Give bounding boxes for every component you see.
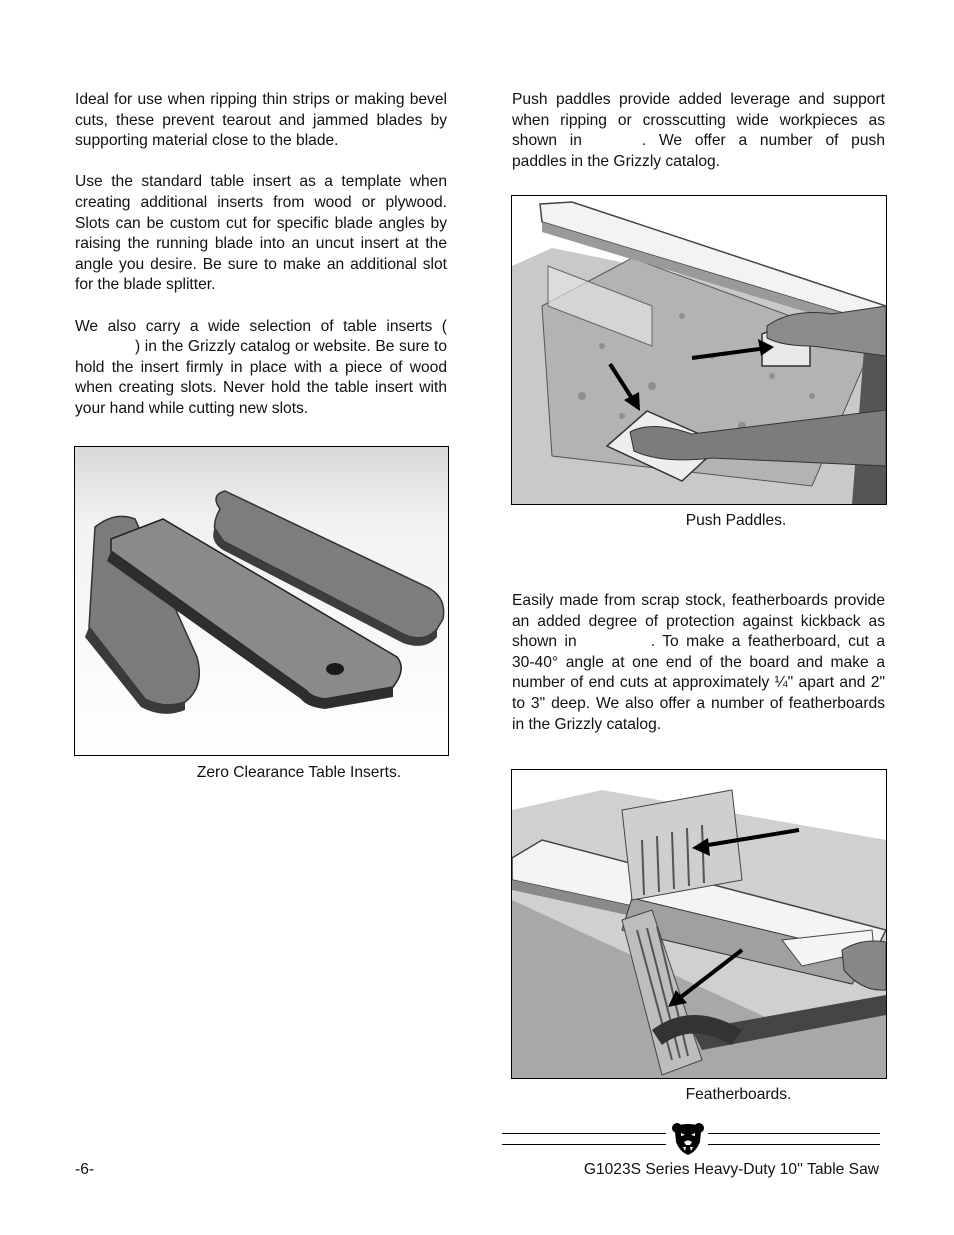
push-paddles-illustration: [512, 196, 886, 504]
featherboards-photo: [511, 769, 887, 1079]
featherboards-caption: Featherboards.: [685, 1086, 792, 1103]
footer-rule-right-top: [708, 1133, 880, 1134]
featherboards-illustration: [512, 770, 886, 1078]
featherboard-vertical: [622, 790, 742, 900]
zero-clearance-description: Ideal for use when ripping thin strips or making bevel cuts, these prevent tearout and jammed blades by supporting material close to the blade.: [75, 91, 447, 150]
zero-clearance-inserts-photo: [74, 446, 449, 756]
grizzly-bear-logo: [670, 1120, 706, 1156]
featherboards-description: Easily made from scrap stock, featherboards provide an added degree of protection against kickback as shown in . To make a featherboard, cut a 30-40° angle at one end of the board and make a number of end cuts at approximately ¼" apart and 2" to 3" deep. We also offer a number of featherboards in the Grizzly catalog.: [512, 592, 886, 733]
featherboards-text: [512, 591, 885, 756]
table-inserts-illustration: [75, 447, 448, 755]
insert-hole: [326, 663, 344, 675]
push-paddles-photo: [511, 195, 887, 505]
footer-rule-left-top: [502, 1133, 666, 1134]
insert-template-instructions: Use the standard table insert as a template when creating additional inserts from wood or plywood. Slots can be custom cut for specific blade angles by raising the running blade into an uncut insert at the angle you desire. Be sure to make an additional slot for the blade splitter.: [75, 173, 447, 294]
footer-rule-left-bottom: [502, 1144, 666, 1145]
footer-rule-right-bottom: [708, 1144, 880, 1145]
page-number: -6-: [75, 1161, 95, 1178]
manual-title: G1023S Series Heavy-Duty 10'' Table Saw: [583, 1161, 879, 1178]
left-text-column: [75, 90, 447, 440]
zero-clearance-inserts-caption: Zero Clearance Table Inserts.: [196, 764, 402, 781]
push-paddles-text: [512, 90, 885, 193]
push-paddles-description: Push paddles provide added leverage and support when ripping or crosscutting wide workpieces as shown in . We offer a number of push paddles in the Grizzly catalog.: [512, 91, 885, 170]
table-inserts-catalog-note: We also carry a wide selection of table inserts () in the Grizzly catalog or website. Be sure to hold the insert firmly in place with a piece of wood when creating slots. Never hold the table insert with your hand while cutting new slots.: [75, 317, 447, 417]
push-paddles-caption: Push Paddles.: [685, 512, 787, 529]
